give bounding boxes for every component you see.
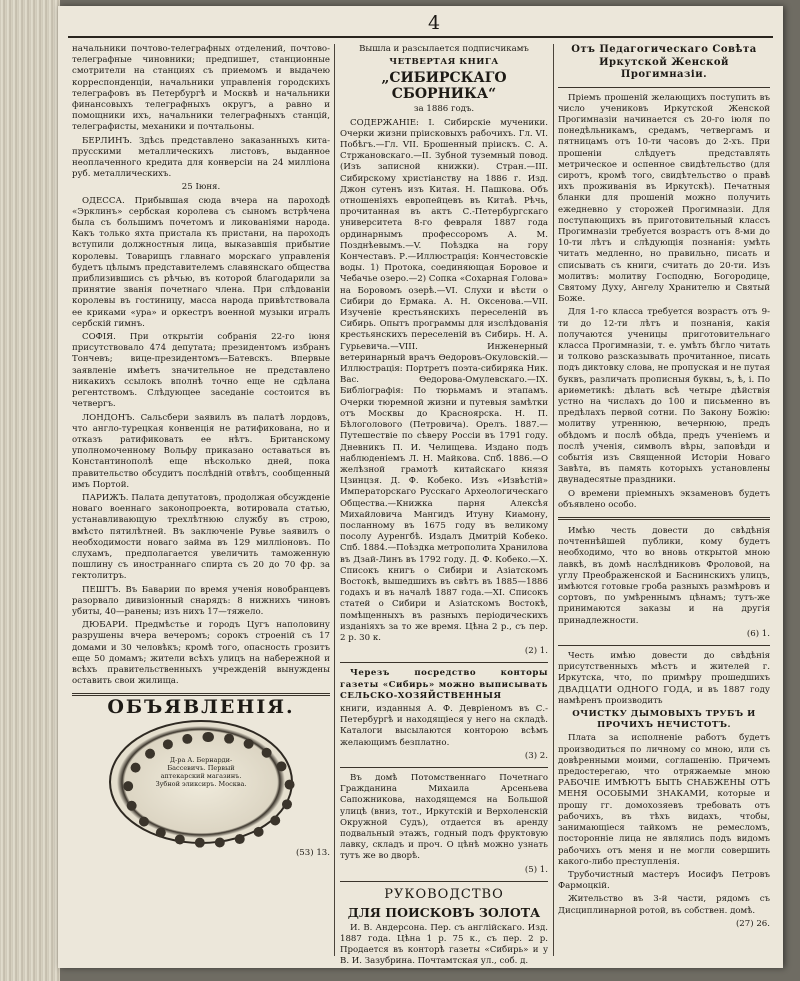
seal-text: Д-ра А. Бернарди-Бассевичъ. Первый аптекарский магазинъ. Зубной эликсиръ. Москва. [155,755,247,788]
date-heading: 25 Іюня. [181,182,221,193]
ad-rule [340,767,548,768]
book-contents: СОДЕРЖАНІЕ: І. Сибирскіе мученики. Очерки жизни пріисковыхъ рабочихъ. Гл. VI. Побѣгъ.—Гл. VII. Брошенный пріискъ. С. А. Стржановскаго.—II. Зубной туземный повод. (Изъ записной книжки). Стран.—III. Сибирскому христіанству на 1886 г. Изд. Джон сутенъ изъ Китая. Н. Пашкова. Объ отношеніяхъ европейцевъ въ Китаѣ. Рѣчь, прочитанная въ актъ С.-Петербургскаго университета 8-го февраля 1887 года ординарнымъ профессоромъ А. М. Позднѣевымъ.—V. Поѣздка на гору Кончеставъ. Р.—Иллюстрація: Кончестовскіе воды. 1) Протока, соединяющая Боровое и Чебачье озеро.—2) Сопка «Сохарная Голова» на Боровомъ озерѣ.—VI. Слухи и вѣсти о Сибири до Ермака. А. Н. Оксенова.—VII. Изученіе крестьянскихъ переселеній въ Сибирь. Опытъ программы для изслѣдованія крестьянскихъ переселеній въ Сибирь. Н. А. Гурьевича.—VIII. Инженерный ветеринарный врачъ Ѳедоровъ-Окуловскій.—Иллюстрація: Портретъ поэта-сибиряка Ник. Вас. Ѳедорова-Омулевскаго.—IX. Библіографія: По тюрьмамъ и этапамъ. Очерки тюремной жизни и путевыя замѣтки отъ Москвы до Красноярска. Н. П. Бѣлоголового (Петровича). Орелъ. 1887.—Путешествіе по сѣверу Россіи въ 1791 году. Дневникъ П. И. Челищева. Издано подъ наблюденіемъ Л. Н. Майкова. Спб. 1886.—О желѣзной грамотѣ китайскаго князя Цзинцзя. Д. Ф. Кобеко. Изъ «Извѣстій» Императорскаго Русскаго Археологическаго Общества.—Книжка парня Алексѣя Михайловича Мангидъ Итуну Киамону, посланному въ 1675 году въ великому посолу Ауренгбѣ. Издалъ Дмитрій Кобеко. Спб. 1884.—Поѣздка метрополита Хранилова въ Дзай-Линъ въ 1792 году. Д. Ф. Кобеко.—X. Списокъ книгъ о Сибири и Азіатскомъ Востокѣ, вышедшихъ въ свѣтъ въ 1885—1886 годахъ и въ началѣ 1887 года.—XI. Списокъ статей о Сибири и Азіатскомъ Востокѣ, помѣщенныхъ въ разныхъ періодическихъ изданіяхъ за то же время. Цѣна 2 р., съ пер. 2 р. 30 к. [340,117,548,643]
agri-books-body: книги, изданныя А. Ф. Девріеномъ въ С.-Петербургѣ и находящіеся у него на складѣ. Каталоги высылаются конторою всѣмъ желающимъ безплатно. [340,703,548,748]
chimney-ad-headline: ОЧИСТКУ ДЫМОВЫХЪ ТРУБЪ И ПРОЧИХЪ НЕЧИСТОТЪ. [572,709,756,731]
news-column [72,44,330,958]
chimney-ad-intro: Честь имѣю довести до свѣдѣнія присутственныхъ мѣстъ и жителей г. Иркутска, что, по примѣру прошедшихъ ДВАДЦАТИ ОДНОГО ГОДА, и въ 1887 году намѣренъ производить [558,651,770,706]
ad-rule [558,517,770,520]
notice-paragraph: Пріемъ прошеній желающихъ поступить въ число учениковъ Иркутской Женской Прогимназіи начинается съ 20-го іюля по понедѣльникамъ, средамъ, четвергамъ и пятницамъ отъ 10-ти часовъ до 2-хъ. При прошеніи слѣдуетъ представлять метрическое и оспенное свидѣтельство (для сиротъ, кромѣ того, свидѣтельство о правѣ ихъ проживанія въ Иркутскѣ). Печатныя бланки для прошеній можно получить ежедневно у сторожей Прогимназіи. Для поступающихъ въ приготовительный классъ Прогимназіи требуется возрастъ отъ 8-ми до 10-ти лѣтъ и слѣдующія познанія: умѣть читать медленно, но правильно, писать и списывать съ книги, считать до 20-ти. Изъ молитвъ: молитву Господню, Богородице, Святому Духу, Ангелу Хранителю и Святый Боже. [558,92,770,305]
news-paragraph: ОДЕССА. Прибывшая сюда вчера на пароходѣ «Эрклинъ» сербская королева съ сыномъ встрѣчена была съ большимъ почетомъ и ликованіями народа. Какъ только яхта пристала къ пристани, на пароходъ вступили должностныя лица, выказавшія прибытие королевы. Товарищъ главнаго морскаго управленія будетъ цѣлымъ представителемъ славянскаго общества приблизившись съ рѣчью, въ которой благодарили за принятие званія почетнаго члена. При слѣдованіи королевы въ гостиницу, масса народа привѣтствовала ее криками «ура» и оркестръ военной музыки игралъ сербскій гимнъ. [72,195,330,329]
announcements-heading: ОБЪЯВЛЕНІЯ. [107,696,295,719]
notice-paragraph: О времени пріемныхъ экзаменовъ будетъ объявлено особо. [558,488,770,510]
guide-body: И. В. Андерсона. Пер. съ англійскаго. Изд. 1887 года. Цѣна 1 р. 75 к., съ пер. 2 р. Продается въ конторѣ газеты «Сибирь» и у В. И. Зазубрина. Почтамтская ул., соб. д. [340,922,548,967]
news-paragraph: ПЕШТЪ. Въ Баварии по время ученія новобранцевъ разорвало дивизіонный снарядъ: 8 нижнихъ чиновъ убиты, 40—ранены; изъ нихъ 17—тяжело. [72,584,330,617]
ad-rule [340,662,548,663]
ad-reference: (6) 1. [746,628,770,639]
ad-reference: (3) 2. [524,750,548,761]
chimney-ad-address: Жительство въ 3-й части, рядомъ съ Дисциплинарной ротой, въ собствен. домѣ. [558,894,770,916]
book-title: „СИБИРСКАГО СБОРНИКА“ [381,70,507,103]
pharmacy-seal-image [109,720,293,844]
ad-rule [558,645,770,646]
ad-rule [340,881,548,882]
column-rule [553,44,554,956]
ad-reference: (5) 1. [524,864,548,875]
notice-title: Отъ Педагогическаго Совѣта Иркутской Женской Прогимназіи. [571,44,757,80]
news-paragraph: БЕРЛИНЪ. Здѣсь представлено заказанныхъ кита-прусскими металлическихъ листовъ, выданное неоплаченного кредита для конверсіи на 24 милліона руб. металлическихъ. [72,135,330,180]
newspaper-page [58,6,783,968]
coffin-shop-ad: Имѣю честь довести до свѣдѣнія почтеннѣйшей публики, кому будетъ необходимо, что во вновь открытой мною лавкѣ, въ домѣ наслѣдниковъ Фроловой, на углу Преображенской и Баснинскихъ улицъ, имѣются готовые гроба разныхъ размѣровъ и сортовъ, по умѣреннымъ цѣнамъ; тутъ-же принимаются заказы и на другія принадлежности. [558,526,770,626]
ad-reference: (27) 26. [735,918,770,929]
news-paragraph: ПАРИЖЪ. Палата депутатовъ, продолжая обсужденіе новаго военнаго законопроекта, вотировала статью, устанавливающую трехлѣтнюю службу въ строю, вмѣсто пятилѣтней. Въ заключеніе Рувье заявилъ о необходимости новаго займа въ 129 милліоновъ. По слухамъ, предполагается увеличить таможенную пошлину съ иностраннаго спирта съ 20 до 70 фр. за гектолитръ. [72,492,330,582]
ad-rule [558,87,770,88]
rent-ad: Въ домѣ Потомственнаго Почетнаго Гражданина Михаила Арсеньева Сапожникова, находящемся на Большой улицѣ (вниз, тот., Иркутскій и Верхоленскій Окружной Судъ), отдается въ аренду подвальный этажъ, годный подъ фруктовую лавку, складъ и проч. О цѣнѣ можно узнать тутъ же во дворѣ. [340,772,548,862]
ads-column-middle [340,44,548,967]
column-rule [334,44,335,956]
news-paragraph: СОФІЯ. При открытіи собранія 22-го іюня присутствовало 474 депутата; президентомъ избранъ Тончевъ; вице-президентомъ—Батевскъ. Впервые заявленіе имѣетъ значительное не представлено никакихъ ссылокъ вполнѣ точно еще не сдѣлана регентствомъ. Слѣдующее заседаніе состоится въ четвергъ. [72,332,330,410]
news-paragraph: ДЮБАРИ. Предмѣстье и городъ Цугъ наполовину разрушены вчера вечеромъ; сорокъ строеній съ 17 домами и 30 человѣкъ; кромѣ того, опасность грозитъ еще 50 домамъ; жители всѣхъ улицъ на набережной и всѣхъ правительственныхъ учрежденій вынуждены оставить свои жилища. [72,620,330,687]
guide-title: ДЛЯ ПОИСКОВЪ ЗОЛОТА [347,904,541,920]
ad-reference: (2) 1. [524,646,548,657]
news-paragraph: ЛОНДОНЪ. Сальсбери заявилъ въ палатѣ лордовъ, что англо-турецкая конвенція не ратификована, но и отказъ ратификовать ее нѣтъ. Британскому уполномоченному Вольфу приказано оставаться въ Константинополѣ еще нѣсколько дней, пока правительство обсудитъ послѣдній отвѣтъ, сообщенный имъ Портой. [72,412,330,490]
agri-books-lead: Черезъ посредство конторы газеты «Сибирь» можно выписывать СЕЛЬСКО-ХОЗЯЙСТВЕННЫЯ [340,668,548,701]
book-edge [0,0,60,981]
notice-paragraph: Для 1-го класса требуется возрастъ отъ 9-ти до 12-ти лѣтъ и познанія, какія получаются ученицы приготовительнаго класса Прогимназіи, т. е. умѣть бѣгло читать и толково разсказывать прочитанное, писать подъ диктовку слова, не пропуская и не путая буквъ, различать прописныя буквы, ъ, ѣ, і. По ариѳметикѣ: дѣлать всѣ четыре дѣйствія устно на числахъ до 100 и письменно въ предѣлахъ первой сотни. По Закону Божію: молитву утреннюю, вечернюю, предъ обѣдомъ и послѣ обѣда, предъ ученіемъ и послѣ ученія, символъ вѣры, заповѣди и событія изъ Священной Исторіи Новаго Завѣта, въ память которыхъ установлены двунадесятые праздники. [558,307,770,486]
book-heading: ЧЕТВЕРТАЯ КНИГА [389,57,499,68]
seal-ring [123,732,295,848]
guide-heading: РУКОВОДСТВО [384,886,504,902]
chimney-ad-signature: Трубочистный мастеръ Иосифъ Петровъ Фармоцкій. [558,869,770,892]
page-number: 4 [428,12,441,34]
chimney-ad-body: Плата за исполненіе работъ будетъ производиться по личному со мною, или съ довѣренными моими, соглашенію. Причемъ предостерегаю, что отряжаемые мною РАБОЧІЕ ИМѢЮТЪ БЫТЬ СНАБЖЕНЫ ОТЪ МЕНЯ ОСОБЫМИ ЗНАКАМИ, которые и прошу гг. домохозяевъ требовать отъ рабочихъ, въ тѣхъ видахъ, чтобы, занимающіеся тайкомъ не ремесломъ, посторонніе лица не являлись подъ видомъ рабочихъ отъ меня и не могли совершить какого-либо преступленія. [558,733,770,867]
ad-reference: (53) 13. [295,847,330,858]
top-rule [68,36,773,38]
ads-column-right [558,44,770,958]
ad-lead: Вышла и разсылается подписчикамъ [359,44,529,54]
news-paragraph: начальники почтово-телеграфных отделений, почтово-телеграфные чиновники; предпишет, станционные смотрители на станциях съ приемомъ и выдачею корреспонденціи, начальники управленія городскихъ телеграфовъ въ Петербургѣ и Москвѣ и начальники финансовыхъ телеграфныхъ округъ, а равно и помощники ихъ, начальники телеграфныхъ станцій, телеграфисты, механики и почтальоны. [72,44,330,133]
book-year: за 1886 годъ. [413,104,475,115]
